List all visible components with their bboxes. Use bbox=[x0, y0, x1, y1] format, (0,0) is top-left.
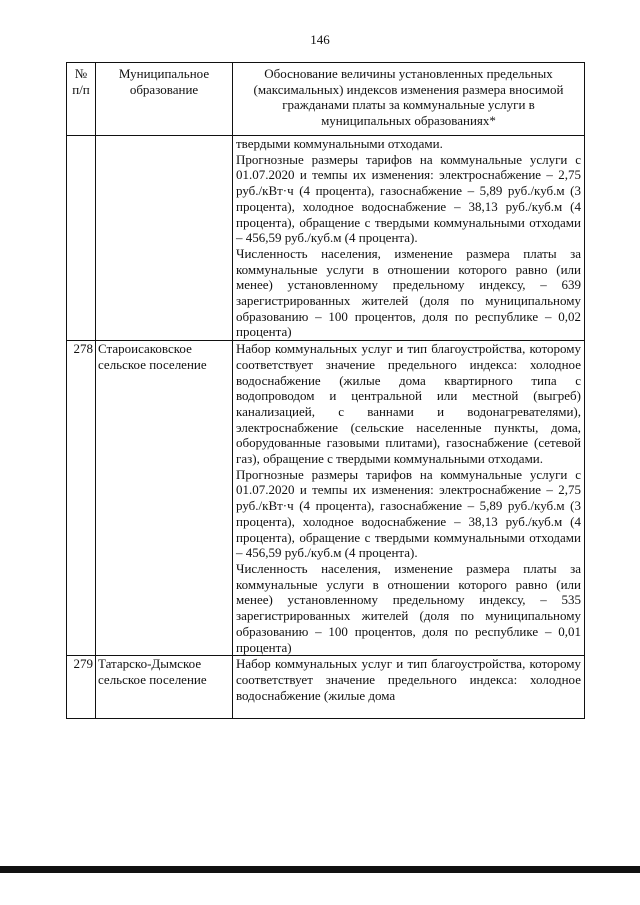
row-number bbox=[67, 136, 96, 341]
justification-paragraph: Прогнозные размеры тарифов на коммунальные услуги с 01.07.2020 и темпы их изменения: электроснабжение – 2,75 руб./кВт·ч (4 процента), газоснабжение – 5,89 руб./куб.м (3 процента), холодное водоснабжение – 38,13 руб./куб.м (4 процента), обращение с твердыми коммунальными отходами – 456,59 руб./куб.м (4 процента). bbox=[236, 151, 581, 246]
page-number: 146 bbox=[310, 32, 330, 47]
table-header-row bbox=[67, 63, 585, 136]
table-row bbox=[67, 656, 585, 719]
row-justification bbox=[233, 341, 585, 656]
justification-paragraph: Прогнозные размеры тарифов на коммунальные услуги с 01.07.2020 и темпы их изменения: электроснабжение – 2,75 руб./кВт·ч (4 процента), газоснабжение – 5,89 руб./куб.м (3 процента), холодное водоснабжение – 38,13 руб./куб.м (4 процента), обращение с твердыми коммунальными отходами – 456,59 руб./куб.м (4 процента). bbox=[236, 466, 581, 561]
scan-edge-bar bbox=[0, 866, 640, 873]
justification-paragraph: Набор коммунальных услуг и тип благоустройства, которому соответствует значение предельного индекса: холодное водоснабжение (жилые дома квартирного типа с водопроводом и центральной или местной (выгреб) канализацией, с ваннами и водонагревателями), электроснабжение (сельские населенные пункты, дома, оборудованные газовыми плитами), газоснабжение (сетевой газ), обращение с твердыми коммунальными отходами. bbox=[236, 341, 581, 467]
row-municipality: Староисаковское сельское поселение bbox=[96, 341, 233, 656]
row-number: 279 bbox=[67, 656, 96, 719]
table-row bbox=[67, 136, 585, 341]
justification-paragraph: Численность населения, изменение размера платы за коммунальные услуги в отношении которого равно (или менее) установленному предельному индексу, – 535 зарегистрированных жителей (доля по муниципальному образованию – 100 процентов, доля по республике – 0,01 процента) bbox=[236, 560, 581, 655]
row-municipality bbox=[96, 136, 233, 341]
row-municipality: Татарско-Дымское сельское поселение bbox=[96, 656, 233, 719]
row-number: 278 bbox=[67, 341, 96, 656]
justification-paragraph: твердыми коммунальными отходами. bbox=[236, 136, 443, 151]
justification-paragraph: Набор коммунальных услуг и тип благоустройства, которому соответствует значение предельного индекса: холодное водоснабжение (жилые дома bbox=[236, 656, 581, 703]
header-municipality: Муниципальное образование bbox=[96, 63, 233, 136]
justification-paragraph: Численность населения, изменение размера платы за коммунальные услуги в отношении которого равно (или менее) установленному предельному индексу, – 639 зарегистрированных жителей (доля по муниципальному образованию – 100 процентов, доля по республике – 0,02 процента) bbox=[236, 245, 581, 340]
header-justification: Обоснование величины установленных предельных (максимальных) индексов изменения размера вносимой гражданами платы за коммунальные услуги в муниципальных образованиях* bbox=[233, 63, 585, 136]
row-justification bbox=[233, 656, 585, 719]
header-number: № п/п bbox=[67, 63, 96, 136]
table-row bbox=[67, 341, 585, 656]
tariff-justification-table bbox=[66, 62, 585, 719]
row-justification bbox=[233, 136, 585, 341]
